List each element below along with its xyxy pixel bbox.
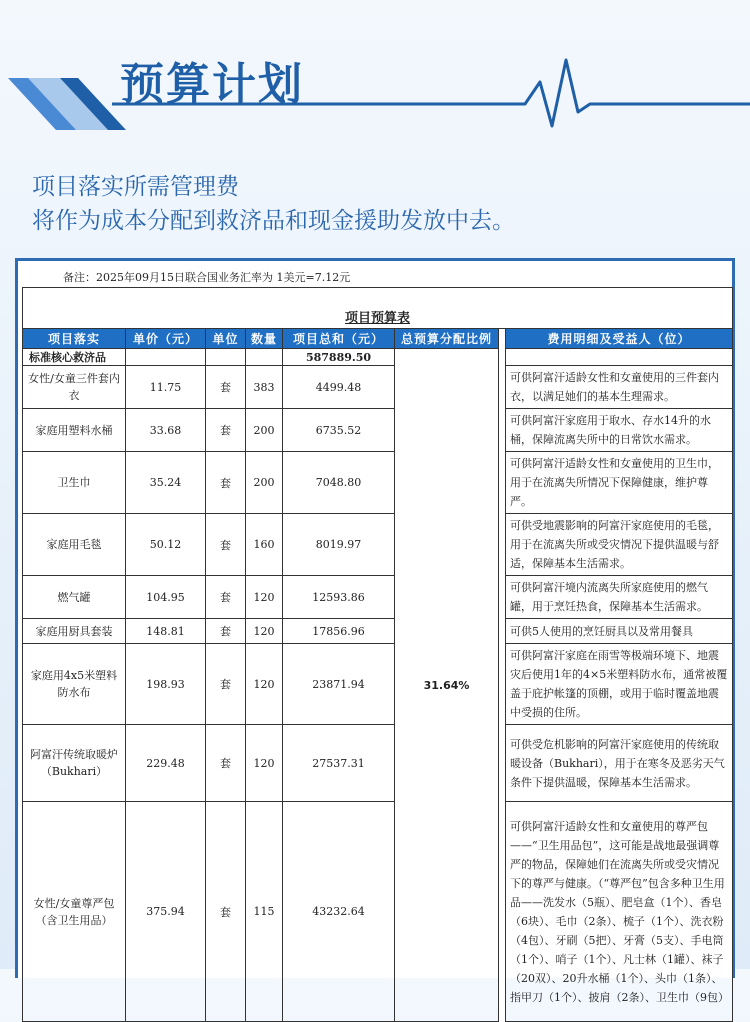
item-quantity: 160 xyxy=(246,514,283,576)
item-unit: 套 xyxy=(206,725,246,802)
item-total: 4499.48 xyxy=(283,366,395,409)
item-total: 12593.86 xyxy=(283,576,395,619)
item-price: 104.95 xyxy=(126,576,206,619)
item-description: 可供受危机影响的阿富汗家庭使用的传统取暖设备（Bukhari），用于在寒冬及恶劣天气条件下提供温暖，保障基本生活需求。 xyxy=(506,725,733,802)
item-total: 8019.97 xyxy=(283,514,395,576)
table-row xyxy=(23,619,733,644)
item-unit: 套 xyxy=(206,409,246,452)
item-description: 可供阿富汗适龄女性和女童使用的尊严包——“卫生用品包”，这可能是战地最强调尊严的物品，保障她们在流离失所或受灾情况下的尊严与健康。（“尊严包”包含多种卫生用品——洗发水（5瓶）、肥皂盒（1个）、香皂（6块）、毛巾（2条）、梳子（1个）、洗衣粉（4包）、牙刷（5把）、牙膏（5支）、手电筒（1个）、哨子（1个）、凡士林（1罐）、袜子（20双）、20升水桶（1个）、头巾（1条）、指甲刀（1个）、披肩（2条）、卫生巾（9包） xyxy=(506,802,733,1022)
item-price: 148.81 xyxy=(126,619,206,644)
budget-table-wrap xyxy=(22,287,732,1022)
subtotal-total: 587889.50 xyxy=(283,349,395,366)
item-quantity: 200 xyxy=(246,409,283,452)
table-row xyxy=(23,409,733,452)
intro-line-1: 项目落实所需管理费 xyxy=(32,174,239,200)
item-description: 可供5人使用的烹饪厨具以及常用餐具 xyxy=(506,619,733,644)
header-unit: 单位 xyxy=(206,329,246,349)
item-description: 可供阿富汗适龄女性和女童使用的卫生巾，用于在流离失所情况下保障健康，维护尊严。 xyxy=(506,452,733,514)
item-quantity: 120 xyxy=(246,725,283,802)
item-name: 女性/女童三件套内衣 xyxy=(23,366,126,409)
item-unit: 套 xyxy=(206,452,246,514)
item-quantity: 120 xyxy=(246,644,283,725)
table-row xyxy=(23,802,733,1022)
item-quantity: 115 xyxy=(246,802,283,1022)
item-price: 33.68 xyxy=(126,409,206,452)
intro-text xyxy=(32,170,515,238)
page-title: 预算计划 xyxy=(120,59,304,110)
item-description: 可供阿富汗家庭用于取水、存水14升的水桶，保障流离失所中的日常饮水需求。 xyxy=(506,409,733,452)
item-description: 可供阿富汗境内流离失所家庭使用的燃气罐，用于烹饪热食，保障基本生活需求。 xyxy=(506,576,733,619)
item-total: 23871.94 xyxy=(283,644,395,725)
subtotal-empty-price xyxy=(126,349,206,366)
item-total: 7048.80 xyxy=(283,452,395,514)
item-price: 198.93 xyxy=(126,644,206,725)
item-unit: 套 xyxy=(206,576,246,619)
budget-ratio: 31.64% xyxy=(395,349,499,1022)
header-total: 项目总和（元） xyxy=(283,329,395,349)
subtotal-empty-qty xyxy=(246,349,283,366)
item-total: 43232.64 xyxy=(283,802,395,1022)
table-caption-cell xyxy=(23,288,733,329)
item-price: 229.48 xyxy=(126,725,206,802)
table-row xyxy=(23,576,733,619)
exchange-rate-note: 备注：2025年09月15日联合国业务汇率为 1美元=7.12元 xyxy=(63,271,351,284)
header-unit-price: 单价（元） xyxy=(126,329,206,349)
header-ratio: 总预算分配比例 xyxy=(395,329,499,349)
item-unit: 套 xyxy=(206,644,246,725)
table-row xyxy=(23,366,733,409)
header-gap xyxy=(499,329,506,349)
item-unit: 套 xyxy=(206,366,246,409)
table-title: 项目预算表 xyxy=(345,311,411,326)
subtotal-empty-unit xyxy=(206,349,246,366)
intro-line-2: 将作为成本分配到救济品和现金援助发放中去。 xyxy=(32,208,515,234)
item-total: 27537.31 xyxy=(283,725,395,802)
item-description: 可供受地震影响的阿富汗家庭使用的毛毯，用于在流离失所或受灾情况下提供温暖与舒适，保障基本生活需求。 xyxy=(506,514,733,576)
item-total: 6735.52 xyxy=(283,409,395,452)
header-item: 项目落实 xyxy=(23,329,126,349)
budget-table xyxy=(22,287,733,1022)
item-name: 家庭用厨具套装 xyxy=(23,619,126,644)
item-name: 燃气罐 xyxy=(23,576,126,619)
item-quantity: 120 xyxy=(246,576,283,619)
header-banner xyxy=(0,0,750,150)
table-caption-row xyxy=(23,288,733,329)
table-row xyxy=(23,644,733,725)
table-row xyxy=(23,452,733,514)
subtotal-label: 标准核心救济品 xyxy=(23,349,126,366)
gap-column xyxy=(499,349,506,1022)
item-quantity: 120 xyxy=(246,619,283,644)
item-quantity: 383 xyxy=(246,366,283,409)
budget-document xyxy=(15,258,735,1004)
subtotal-row xyxy=(23,349,733,366)
item-name: 女性/女童尊严包（含卫生用品） xyxy=(23,802,126,1022)
item-total: 17856.96 xyxy=(283,619,395,644)
item-name: 家庭用塑料水桶 xyxy=(23,409,126,452)
header-decoration xyxy=(0,0,750,150)
header-quantity: 数量 xyxy=(246,329,283,349)
item-price: 375.94 xyxy=(126,802,206,1022)
subtotal-empty-desc xyxy=(506,349,733,366)
item-name: 卫生巾 xyxy=(23,452,126,514)
item-price: 11.75 xyxy=(126,366,206,409)
item-description: 可供阿富汗适龄女性和女童使用的三件套内衣，以满足她们的基本生理需求。 xyxy=(506,366,733,409)
table-header-row xyxy=(23,329,733,349)
item-price: 50.12 xyxy=(126,514,206,576)
item-unit: 套 xyxy=(206,514,246,576)
table-row xyxy=(23,725,733,802)
item-unit: 套 xyxy=(206,802,246,1022)
item-quantity: 200 xyxy=(246,452,283,514)
item-name: 家庭用毛毯 xyxy=(23,514,126,576)
table-row xyxy=(23,514,733,576)
item-price: 35.24 xyxy=(126,452,206,514)
header-description: 费用明细及受益人（位） xyxy=(506,329,733,349)
item-description: 可供阿富汗家庭在雨雪等极端环境下、地震灾后使用1年的4×5米塑料防水布，通常被覆盖于庇护帐篷的顶棚，或用于临时覆盖地震中受损的住所。 xyxy=(506,644,733,725)
item-name: 阿富汗传统取暖炉（Bukhari） xyxy=(23,725,126,802)
item-unit: 套 xyxy=(206,619,246,644)
item-name: 家庭用4x5米塑料防水布 xyxy=(23,644,126,725)
